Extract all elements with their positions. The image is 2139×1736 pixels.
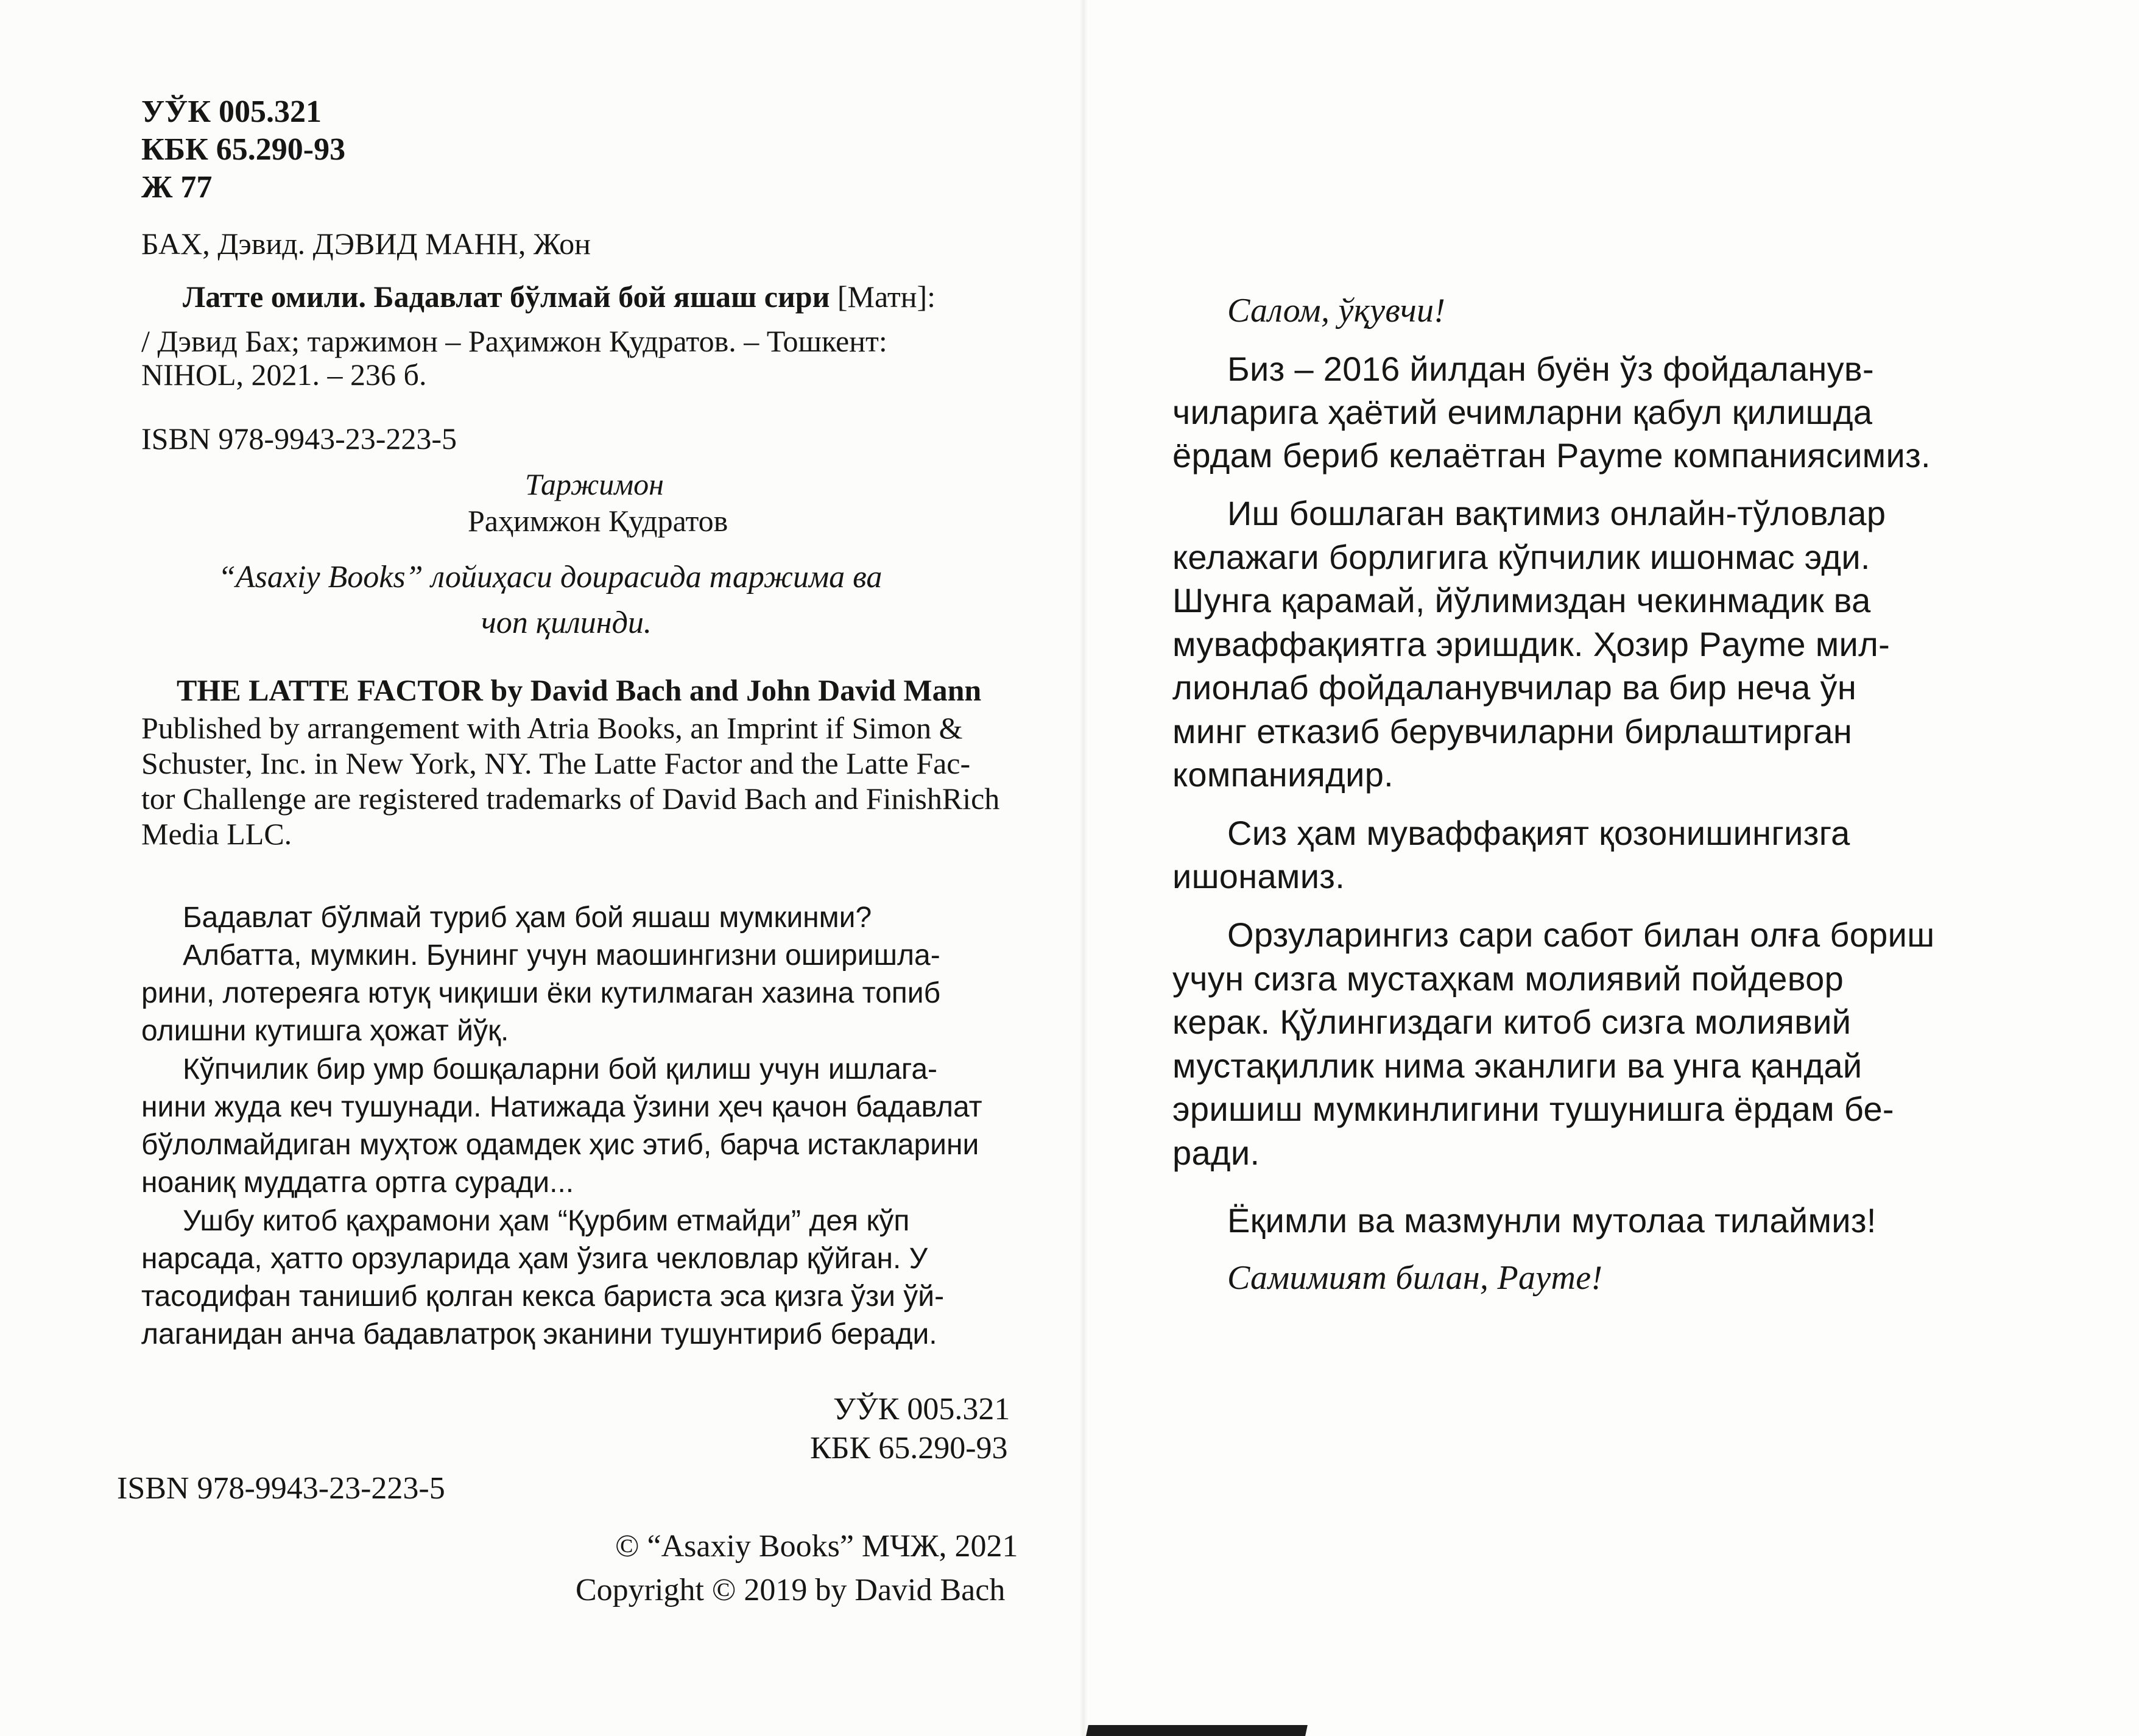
letter-line: келажаги борлигига кўпчилик ишонмас эди. (1172, 538, 1870, 576)
annotation-line: нини жуда кеч тушунади. Натижада ўзини ҳеч қачон бадавлат (141, 1091, 982, 1123)
project-note-line-2: чоп қилинди. (481, 605, 652, 640)
isbn-bottom: ISBN 978-9943-23-223-5 (117, 1471, 445, 1506)
letter-line: Шунга қарамай, йўлимиздан чекинмадик ва (1172, 581, 1871, 619)
authors-line: БАХ, Дэвид. ДЭВИД МАНН, Жон (141, 227, 591, 261)
author-mark: Ж 77 (141, 170, 213, 205)
kbk-code-header: КБК 65.290-93 (141, 132, 346, 167)
isbn-top: ISBN 978-9943-23-223-5 (141, 422, 457, 456)
copyright-publisher: © “Asaxiy Books” МЧЖ, 2021 (615, 1529, 1018, 1564)
book-title: Латте омили. Бадавлат бўлмай бой яшаш сири (183, 280, 830, 314)
annotation-line: рини, лотереяга ютуқ чиқиши ёки кутилмаган хазина топиб (141, 977, 941, 1009)
letter-line: минг етказиб берувчиларни бирлаштирган (1172, 712, 1853, 750)
letter-line: керак. Қўлингиздаги китоб сизга молиявий (1172, 1003, 1852, 1041)
letter-line: Орзуларингиз сари сабот билан олға бориш (1227, 916, 1935, 954)
published-line-4: Media LLC. (141, 817, 292, 851)
annotation-line: Ушбу китоб қаҳрамони ҳам “Қурбим етмайди” дея кўп (183, 1205, 910, 1237)
letter-line: Сиз ҳам муваффақият қозонишингизга (1227, 814, 1850, 852)
annotation-line: нарсада, ҳатто орзуларида ҳам ўзига чекловлар қўйган. У (141, 1243, 928, 1275)
letter-line: ёрдам бериб келаётган Payme компаниясимиз. (1172, 436, 1931, 475)
title-medium: [Матн]: (830, 280, 936, 314)
letter-line: учун сизга мустаҳкам молиявий пойдевор (1172, 959, 1844, 998)
letter-line: ишонамиз. (1172, 857, 1345, 895)
translator-label: Таржимон (525, 467, 664, 501)
kbk-code-bottom: КБК 65.290-93 (810, 1431, 1008, 1466)
annotation-line: Албатта, мумкин. Бунинг учун маошингизни оширишла- (183, 939, 940, 972)
letter-line: Иш бошлаган вақтимиз онлайн-тўловлар (1227, 494, 1886, 532)
letter-line: чиларига ҳаётий ечимларни қабул қилишда (1172, 393, 1873, 431)
letter-line: компаниядир. (1172, 755, 1394, 794)
book-edge-shadow (1086, 1725, 1308, 1736)
letter-line: ради. (1172, 1134, 1260, 1172)
annotation-line: Бадавлат бўлмай туриб ҳам бой яшаш мумкинми? (183, 902, 872, 934)
letter-wish: Ёқимли ва мазмунли мутолаа тилаймиз! (1227, 1201, 1876, 1240)
annotation-line: бўлолмайдиган муҳтож одамдек ҳис этиб, барча истакларини (141, 1129, 979, 1161)
annotation-line: олишни кутишга ҳожат йўқ. (141, 1015, 509, 1047)
book-gutter (1079, 0, 1088, 1736)
translator-name: Раҳимжон Қудратов (468, 504, 728, 538)
bibliographic-line-2: / Дэвид Бах; таржимон – Раҳимжон Қудратов. – Тошкент: (141, 324, 887, 358)
letter-signoff: Самимият билан, Payme! (1227, 1259, 1603, 1297)
letter-line: Биз – 2016 йилдан буён ўз фойдаланув- (1227, 350, 1874, 388)
published-line-3: tor Challenge are registered trademarks of David Bach and FinishRich (141, 782, 1000, 816)
letter-line: мустақиллик нима эканлиги ва унга қандай (1172, 1046, 1862, 1085)
original-title-line: THE LATTE FACTOR by David Bach and John David Mann (177, 673, 982, 707)
udk-code-bottom: УЎК 005.321 (833, 1392, 1010, 1427)
annotation-line: тасодифан танишиб қолган кекса бариста эса қизга ўзи ўй- (141, 1280, 945, 1313)
udk-code-header: УЎК 005.321 (141, 94, 322, 129)
annotation-line: лаганидан анча бадавлатроқ эканини тушунтириб беради. (141, 1318, 937, 1350)
letter-line: лионлаб фойдаланувчилар ва бир неча ўн (1172, 668, 1857, 707)
bibliographic-line-3: NIHOL, 2021. – 236 б. (141, 358, 427, 392)
project-note-line-1: “Asaxiy Books” лойиҳаси доирасида таржима ва (218, 560, 883, 595)
letter-greeting: Салом, ўқувчи! (1227, 292, 1446, 330)
annotation-line: Кўпчилик бир умр бошқаларни бой қилиш учун ишлага- (183, 1053, 938, 1085)
published-line-1: Published by arrangement with Atria Books, an Imprint if Simon & (141, 711, 963, 745)
annotation-line: ноаниқ муддатга ортга суради... (141, 1166, 574, 1199)
copyright-author: Copyright © 2019 by David Bach (576, 1573, 1006, 1607)
letter-line: эришиш мумкинлигини тушунишга ёрдам бе- (1172, 1090, 1894, 1128)
letter-line: муваффақиятга эришдик. Ҳозир Payme мил- (1172, 625, 1891, 663)
bibliographic-title-line (183, 281, 936, 312)
published-line-2: Schuster, Inc. in New York, NY. The Latte Factor and the Latte Fac- (141, 746, 971, 780)
